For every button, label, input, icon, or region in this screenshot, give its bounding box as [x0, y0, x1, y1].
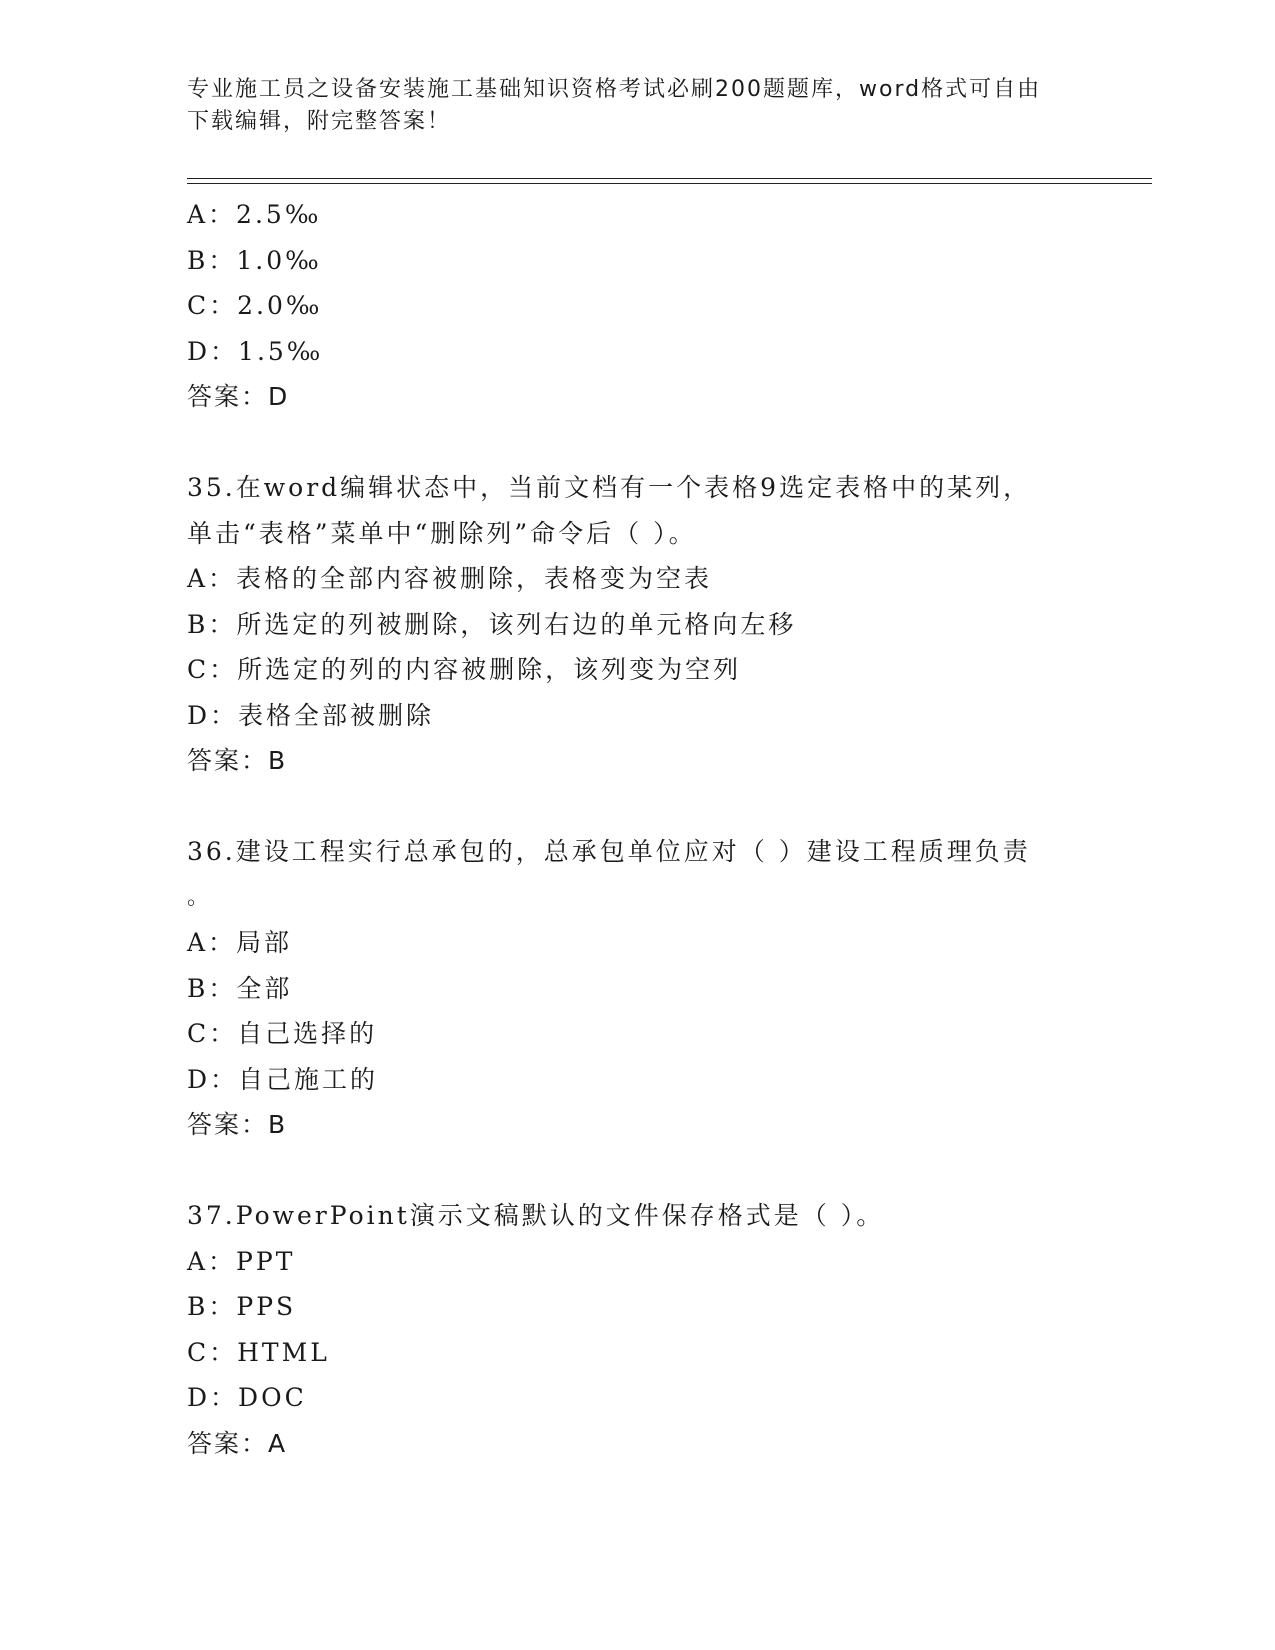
- option-c: C：自己选择的: [187, 1019, 378, 1048]
- option-c: C：HTML: [187, 1337, 330, 1367]
- header-divider-bottom: [187, 183, 1152, 184]
- option-b: B：全部: [187, 973, 293, 1003]
- question-stem: 36.建设工程实行总承包的，总承包单位应对（ ）建设工程质理负责: [187, 837, 1031, 866]
- spacer: [187, 784, 1087, 830]
- option-b: B：所选定的列被删除，该列右边的单元格向左移: [187, 609, 797, 639]
- question-35: [187, 465, 1087, 784]
- option-d: D：表格全部被删除: [187, 700, 435, 730]
- question-34: [187, 192, 1087, 420]
- option-d: D：自己施工的: [187, 1064, 379, 1094]
- question-stem: 37.PowerPoint演示文稿默认的文件保存格式是（ ）。: [187, 1201, 885, 1230]
- option-a: A：表格的全部内容被删除，表格变为空表: [187, 564, 713, 593]
- option-a: A：局部: [187, 928, 293, 957]
- option-b: B：1.0‰: [187, 245, 322, 275]
- spacer: [187, 420, 1087, 466]
- option-c: C：2.0‰: [187, 291, 323, 320]
- answer: 答案：B: [187, 1110, 288, 1139]
- option-d: D：DOC: [187, 1383, 307, 1412]
- option-b: B：PPS: [187, 1292, 297, 1321]
- answer: 答案：D: [187, 382, 290, 411]
- header-line-2: 下载编辑，附完整答案！: [187, 109, 452, 134]
- option-a: A：PPT: [187, 1246, 296, 1276]
- question-36: [187, 829, 1087, 1148]
- question-stem: 35.在word编辑状态中，当前文档有一个表格9选定表格中的某列，: [187, 473, 1032, 502]
- question-37: [187, 1193, 1087, 1466]
- answer: 答案：A: [187, 1428, 288, 1458]
- option-d: D：1.5‰: [187, 336, 324, 366]
- option-a: A：2.5‰: [187, 200, 322, 229]
- header-divider-top: [187, 178, 1152, 179]
- answer: 答案：B: [187, 746, 288, 775]
- spacer: [187, 1148, 1087, 1194]
- document-header: [187, 74, 1067, 138]
- question-stem-continued: 单击“表格”菜单中“删除列”命令后（ ）。: [187, 518, 697, 548]
- question-stem-continued: 。: [187, 884, 213, 910]
- question-list: [187, 192, 1087, 1466]
- option-c: C：所选定的列的内容被删除，该列变为空列: [187, 655, 742, 684]
- header-line-1: 专业施工员之设备安装施工基础知识资格考试必刷200题题库，word格式可自由: [187, 77, 1042, 102]
